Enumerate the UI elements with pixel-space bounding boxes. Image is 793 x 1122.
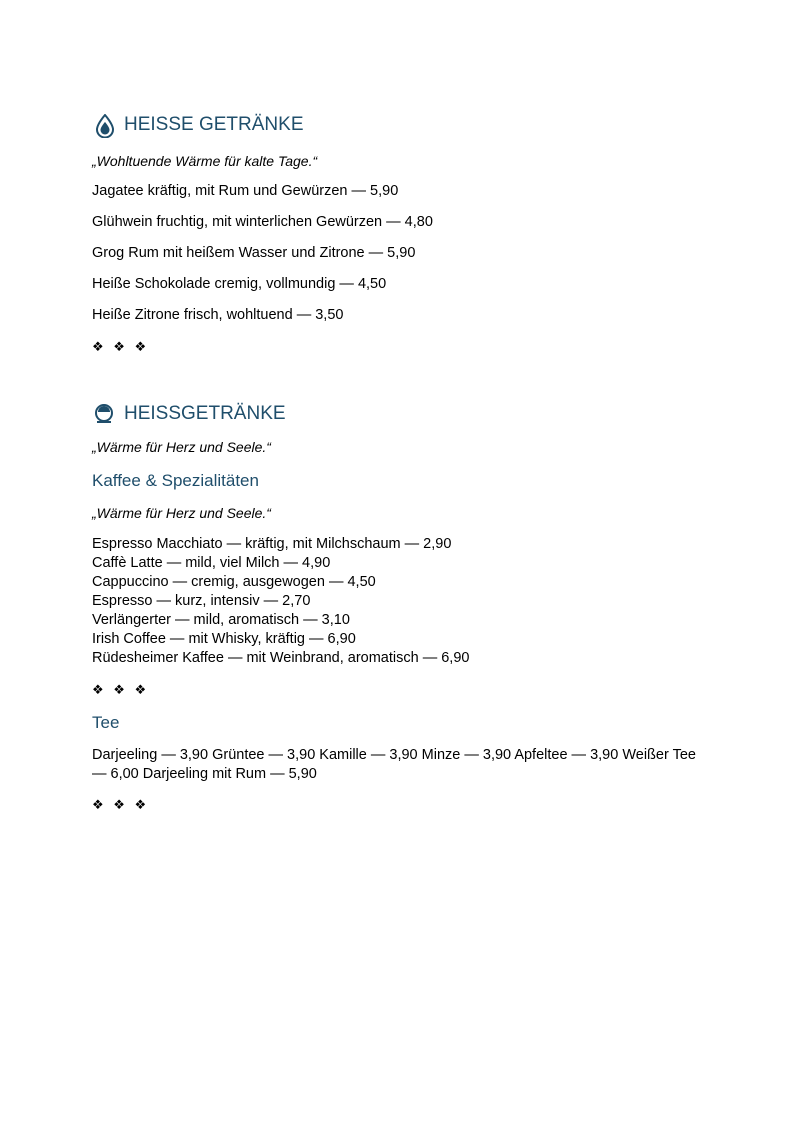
section-quote: „Wohltuende Wärme für kalte Tage.“ <box>92 153 318 169</box>
menu-item: Glühwein fruchtig, mit winterlichen Gewürzen — 4,80 <box>92 214 433 230</box>
section-heading-hot-drinks <box>92 114 304 136</box>
separator: ❖ ❖ ❖ <box>92 682 150 697</box>
cup-icon <box>94 403 116 425</box>
list-item: Espresso — kurz, intensiv — 2,70 <box>92 593 311 609</box>
separator: ❖ ❖ ❖ <box>92 339 150 354</box>
subsection-quote: „Wärme für Herz und Seele.“ <box>92 505 271 521</box>
list-item: Caffè Latte — mild, viel Milch — 4,90 <box>92 555 331 571</box>
list-item: Irish Coffee — mit Whisky, kräftig — 6,90 <box>92 631 356 647</box>
list-item: Cappuccino — cremig, ausgewogen — 4,50 <box>92 574 376 590</box>
list-item: Rüdesheimer Kaffee — mit Weinbrand, aromatisch — 6,90 <box>92 650 470 666</box>
drop-icon <box>94 114 116 136</box>
menu-item: Heiße Schokolade cremig, vollmundig — 4,50 <box>92 276 387 292</box>
section-quote: „Wärme für Herz und Seele.“ <box>92 439 271 455</box>
separator: ❖ ❖ ❖ <box>92 797 150 812</box>
section-heading-hot-beverages <box>92 403 286 425</box>
menu-item: Grog Rum mit heißem Wasser und Zitrone — 5,90 <box>92 245 416 261</box>
subsection-title-tea: Tee <box>92 713 120 732</box>
menu-item: Heiße Zitrone frisch, wohltuend — 3,50 <box>92 307 344 323</box>
list-item: Verlängerter — mild, aromatisch — 3,10 <box>92 612 350 628</box>
tea-list: Darjeeling — 3,90 Grüntee — 3,90 Kamille — 3,90 Minze — 3,90 Apfeltee — 3,90 Weißer Tee — 6,00 Darjeeling mit Rum — 5,90 <box>92 747 696 782</box>
coffee-list <box>92 535 469 668</box>
section-title: HEISSE GETRÄNKE <box>124 114 304 135</box>
subsection-title-coffee: Kaffee & Spezialitäten <box>92 471 259 490</box>
list-item: Espresso Macchiato — kräftig, mit Milchschaum — 2,90 <box>92 536 452 552</box>
section-title: HEISSGETRÄNKE <box>124 403 286 424</box>
menu-item: Jagatee kräftig, mit Rum und Gewürzen — 5,90 <box>92 183 399 199</box>
